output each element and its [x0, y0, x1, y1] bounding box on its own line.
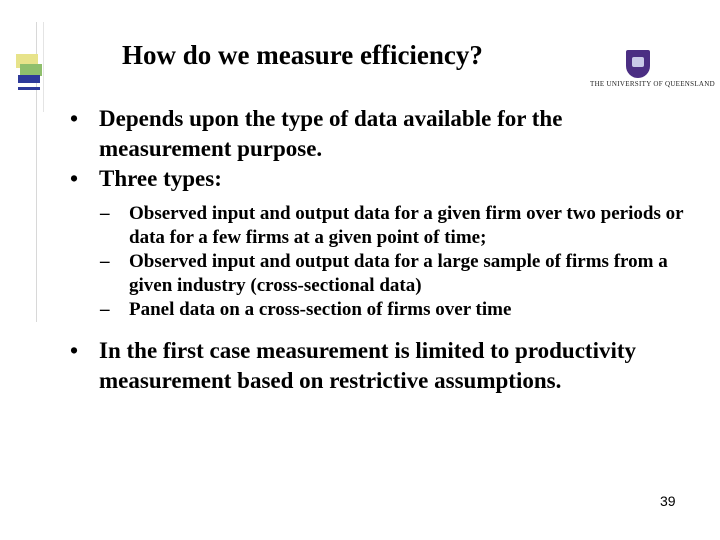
bullet-text: In the first case measurement is limited to productivity measurement based on restrictive assumptions.: [99, 338, 637, 393]
bullet-item: [70, 336, 690, 396]
decorative-bar-blue: [18, 87, 40, 90]
bullet-item: [70, 164, 690, 194]
sub-bullet-marker: –: [100, 299, 110, 320]
sub-bullet-marker: –: [100, 203, 110, 224]
bullet-text: Three types:: [99, 166, 222, 191]
sub-bullet-item: [100, 250, 690, 298]
crest-icon: [626, 50, 650, 78]
sub-bullet-item: [100, 298, 690, 322]
sub-bullet-text: Observed input and output data for a given firm over two periods or data for a few firms at a given point of time;: [129, 203, 684, 248]
bullet-list: [70, 104, 690, 396]
bullet-marker: •: [70, 166, 79, 191]
decorative-line: [43, 22, 44, 112]
sub-bullet-marker: –: [100, 251, 110, 272]
sub-bullet-item: [100, 202, 690, 250]
bullet-marker: •: [70, 106, 79, 131]
sub-bullet-text: Observed input and output data for a large sample of firms from a given industry (cross-sectional data): [129, 251, 668, 296]
bullet-marker: •: [70, 338, 79, 363]
slide-title: How do we measure efficiency?: [122, 40, 483, 70]
decorative-bar-blue: [18, 75, 40, 83]
sub-bullet-text: Panel data on a cross-section of firms over time: [129, 299, 512, 320]
bullet-item: [70, 104, 690, 164]
page-number: 39: [660, 493, 676, 509]
logo-text: THE UNIVERSITY OF QUEENSLAND: [590, 80, 715, 88]
university-logo: [590, 50, 715, 90]
bullet-text: Depends upon the type of data available for the measurement purpose.: [99, 106, 563, 161]
